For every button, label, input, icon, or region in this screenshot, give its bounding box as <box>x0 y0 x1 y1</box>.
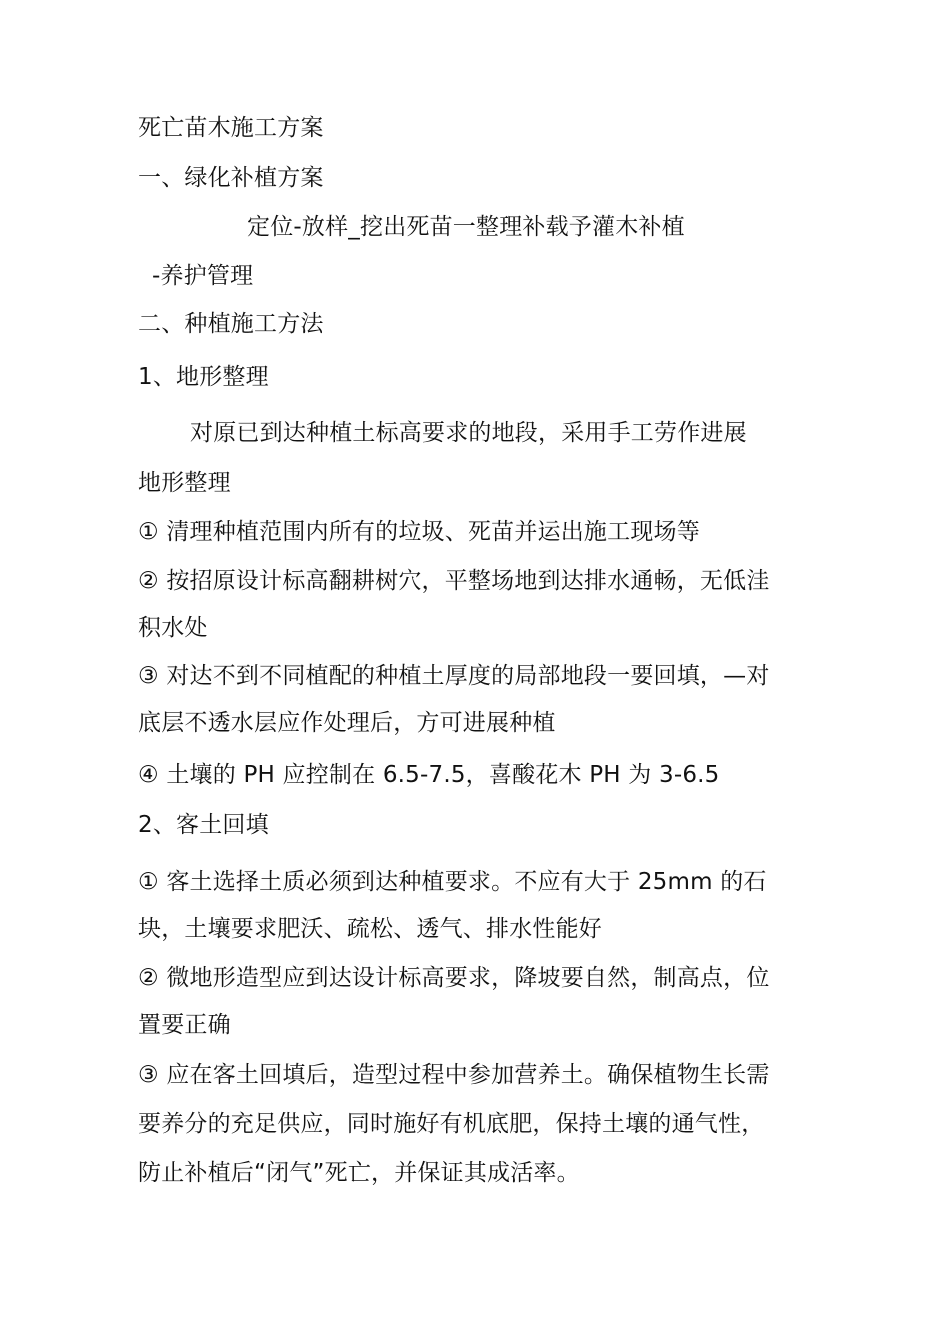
sub1-item-1: ① 清理种植范围内所有的垃圾、死苗并运出施工现场等 <box>138 519 700 545</box>
section1-heading: 一、绿化补植方案 <box>138 165 324 191</box>
sub1-item-4: ④ 土壤的 PH 应控制在 6.5-7.5，喜酸花木 PH 为 3-6.5 <box>138 762 720 788</box>
sub1-intro-line-2: 地形整理 <box>138 470 231 496</box>
flow-line-1: 定位-放样_挖出死苗一整理补载予灌木补植 <box>247 214 685 240</box>
section2-heading: 二、种植施工方法 <box>138 311 324 337</box>
sub2-item-1-line-2: 块，土壤要求肥沃、疏松、透气、排水性能好 <box>138 916 602 942</box>
sub2-item-3-line-3: 防止补植后“闭气”死亡，并保证其成活率。 <box>138 1160 580 1186</box>
sub2-heading: 2、客土回填 <box>138 812 269 838</box>
sub1-heading: 1、地形整理 <box>138 364 269 390</box>
sub2-item-2-line-1: ② 微地形造型应到达设计标高要求，降坡要自然，制高点，位 <box>138 965 770 991</box>
sub2-item-1-line-1: ① 客土选择土质必须到达种植要求。不应有大于 25mm 的石 <box>138 869 767 895</box>
sub2-item-3-line-2: 要养分的充足供应，同时施好有机底肥，保持土壤的通气性， <box>138 1111 765 1137</box>
sub1-item-3-line-1: ③ 对达不到不同植配的种植土厚度的局部地段一要回填，—对 <box>138 663 770 689</box>
sub2-item-3-line-1: ③ 应在客土回填后，造型过程中参加营养土。确保植物生长需 <box>138 1062 770 1088</box>
sub1-item-3-line-2: 底层不透水层应作处理后，方可进展种植 <box>138 710 556 736</box>
sub1-item-2-line-2: 积水处 <box>138 615 208 641</box>
document-title: 死亡苗木施工方案 <box>138 115 324 141</box>
sub1-intro-line-1: 对原已到达种植土标高要求的地段，采用手工劳作进展 <box>190 420 747 446</box>
sub1-item-2-line-1: ② 按招原设计标高翻耕树穴，平整场地到达排水通畅，无低洼 <box>138 568 770 594</box>
flow-line-2: -养护管理 <box>152 263 254 289</box>
sub2-item-2-line-2: 置要正确 <box>138 1012 231 1038</box>
